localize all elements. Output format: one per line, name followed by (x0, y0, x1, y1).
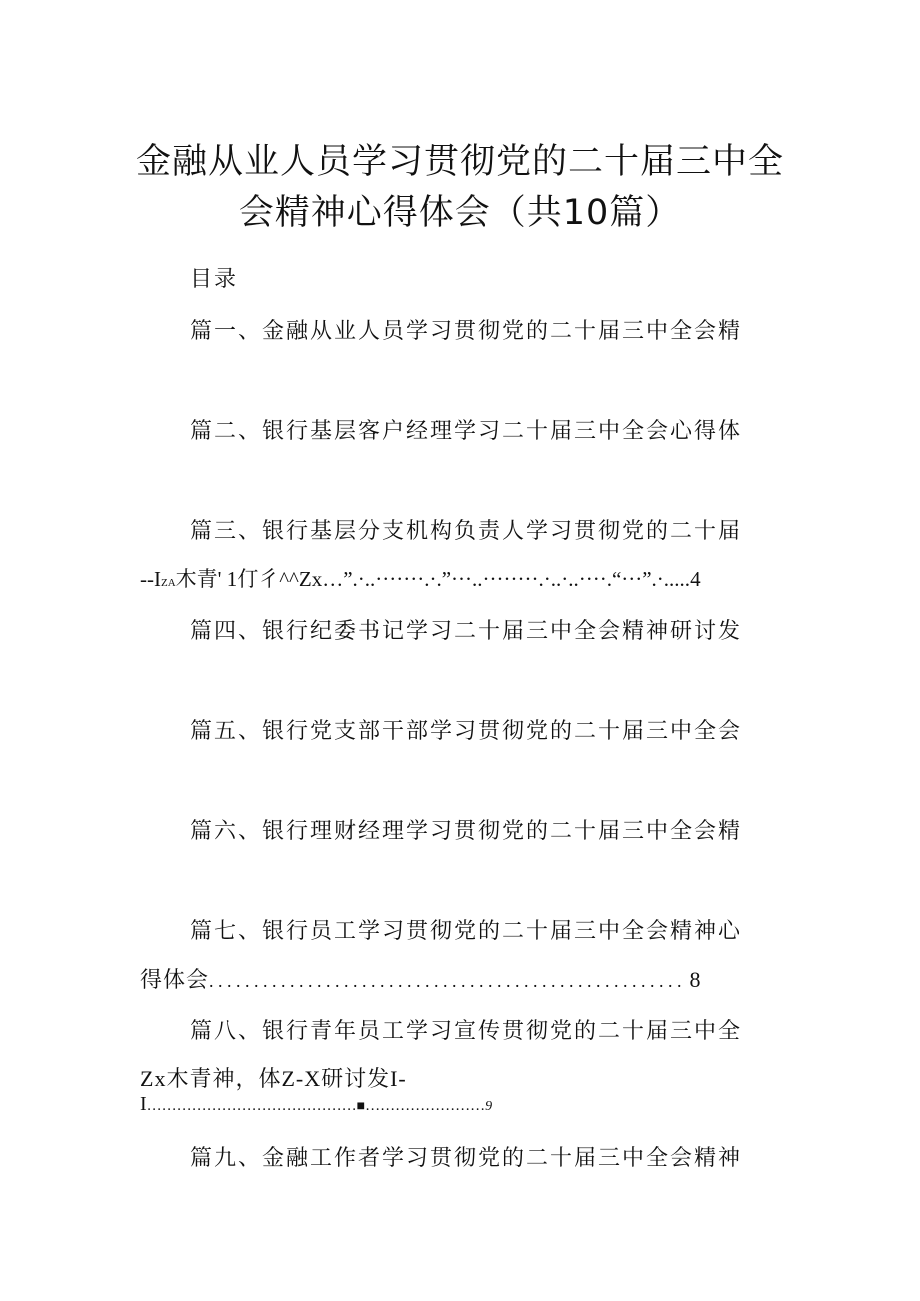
toc-entry-8-continuation-1: Zx木青神，体Z-X研讨发I- (140, 1066, 407, 1091)
toc-entry-5: 篇五、银行党支部干部学习贯彻党的二十届三中全会 (190, 719, 743, 744)
square-mark: ■ (356, 1099, 366, 1114)
document-title-line-1: 金融从业人员学习贯彻党的二十届三中全 (135, 142, 784, 182)
toc-entry-8-continuation-2 (140, 1093, 492, 1116)
toc-entry-7-continuation (140, 963, 701, 994)
garbled-prefix: --I (140, 567, 161, 591)
toc-entry-3-continuation (140, 563, 701, 593)
leader-dots-2: …………………… (365, 1098, 486, 1114)
page-number: 8 (689, 967, 701, 992)
page-number: 4 (690, 567, 701, 591)
continuation-text: 得体会 (140, 968, 210, 993)
toc-entry-7: 篇七、银行员工学习贯彻党的二十届三中全会精神心 (190, 919, 743, 944)
toc-entry-1: 篇一、金融从业人员学习贯彻党的二十届三中全会精 (190, 319, 743, 344)
leader-dots: . . . . . . . . . . . . . . . . . . . . . . . . . . . . . . . . . . . . . . . . . . . . . . . . . . . . . (209, 971, 682, 991)
toc-entry-4: 篇四、银行纪委书记学习二十届三中全会精神研讨发 (190, 619, 743, 644)
document-title-line-2: 会精神心得体会（共10篇） (238, 193, 682, 233)
toc-entry-3: 篇三、银行基层分支机构负责人学习贯彻党的二十届 (190, 519, 743, 544)
toc-entry-8: 篇八、银行青年员工学习宣传贯彻党的二十届三中全 (190, 1019, 743, 1044)
toc-entry-2: 篇二、银行基层客户经理学习二十届三中全会心得体 (190, 419, 743, 444)
toc-label: 目录 (190, 267, 239, 292)
page-number: 9 (485, 1099, 493, 1114)
garbled-small: ZA (160, 577, 176, 589)
toc-entry-9: 篇九、金融工作者学习贯彻党的二十届三中全会精神 (190, 1146, 743, 1171)
garbled-rest: 木青' 1仃彳^^Zx…”.·..·······.·.”···..········.·..·..····.“···”.·..... (175, 567, 691, 591)
leader-dots: …………………………………… (146, 1098, 357, 1114)
toc-entry-6: 篇六、银行理财经理学习贯彻党的二十届三中全会精 (190, 819, 743, 844)
garbled-prefix: I (140, 1093, 147, 1115)
